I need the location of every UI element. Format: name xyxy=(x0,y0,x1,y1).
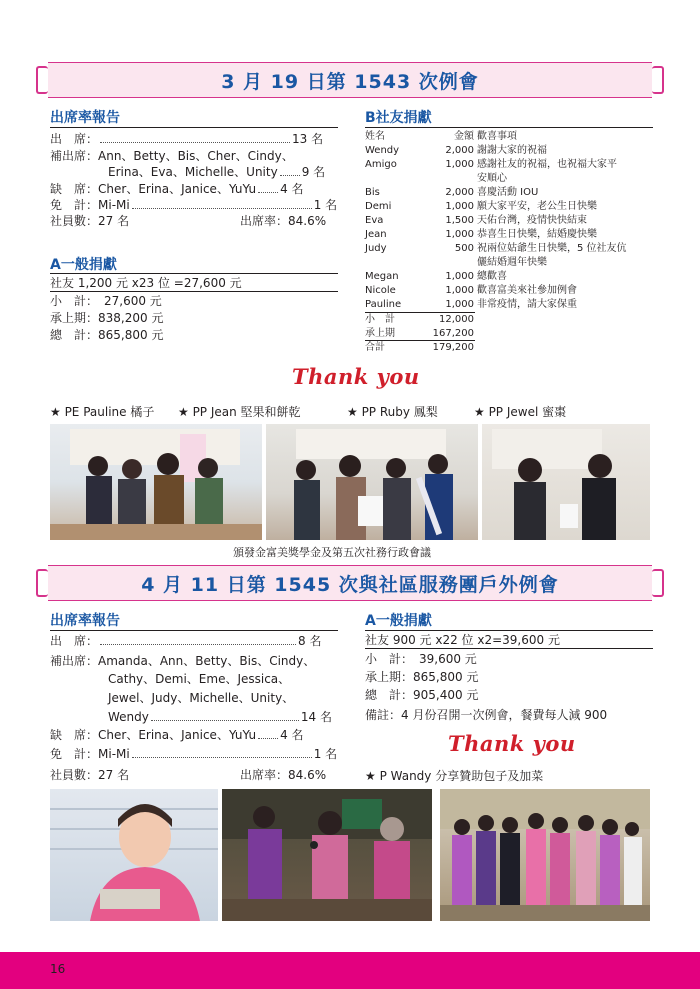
meeting2-banner xyxy=(48,565,652,601)
attendance2-makeup: 補出席：Amanda、Ann、Betty、Bis、Cindy、 xyxy=(50,654,316,668)
attendance1-makeup-cont: Erina、Eva、Michelle、Unity 9 名 xyxy=(108,165,326,179)
attendance1-rate: 出席率：84.6% xyxy=(240,214,327,228)
attendance2-makeup-cont-2: Jewel、Judy、Michelle、Unity、 xyxy=(108,691,295,705)
star-item-4: ★ PP Jewel 蜜棗 xyxy=(474,405,567,419)
general2-subtotal: 小 計： 39,600 元 xyxy=(365,652,477,666)
attendance1-absent: 缺 席：Cher、Erina、Janice、YuYu 4 名 xyxy=(50,182,304,196)
meeting2-title: 4 月 11 日第 1545 次與社區服務團戶外例會 xyxy=(141,573,559,596)
divider xyxy=(365,648,653,649)
divider xyxy=(50,291,338,292)
meeting1-title: 3 月 19 日第 1543 次例會 xyxy=(221,70,479,93)
attendance1-excused: 免 計：Mi-Mi 1 名 xyxy=(50,198,338,212)
star-item-2: ★ PP Jean 堅果和餅乾 xyxy=(178,405,301,419)
attendance1-present: 出 席： 13 名 xyxy=(50,132,324,146)
general2-total: 總 計：905,400 元 xyxy=(365,688,479,702)
general2-heading: A一般捐獻 xyxy=(365,613,432,629)
attendance1-makeup: 補出席：Ann、Betty、Bis、Cher、Cindy、 xyxy=(50,149,294,163)
general1-line: 社友 1,200 元 x23 位 =27,600 元 xyxy=(50,276,242,290)
divider xyxy=(50,273,338,274)
meeting1-banner xyxy=(48,62,652,98)
photo-group xyxy=(440,789,650,921)
attendance2-makeup-cont-3: Wendy 14 名 xyxy=(108,710,332,724)
attendance2-makeup-cont-1: Cathy、Demi、Eme、Jessica、 xyxy=(108,672,291,686)
star-item-1: ★ PE Pauline 橘子 xyxy=(50,405,155,419)
photo-caption-1: 頒發金富美獎學金及第五次社務行政會議 xyxy=(233,546,431,559)
attendance2-heading: 出席率報告 xyxy=(50,613,120,629)
attendance2-members: 社員數：27 名 xyxy=(50,768,130,782)
attendance2-rate: 出席率：84.6% xyxy=(240,768,327,782)
thank-you-1: Thank you xyxy=(292,364,420,389)
donations-heading: B社友捐獻 xyxy=(365,110,432,126)
general2-line: 社友 900 元 x22 位 x2=39,600 元 xyxy=(365,633,560,647)
photo-award-1 xyxy=(50,424,262,540)
attendance2-present: 出 席： 8 名 xyxy=(50,634,322,648)
photo-cooking xyxy=(50,789,218,921)
page-footer-bar xyxy=(0,952,700,989)
attendance1-heading: 出席率報告 xyxy=(50,110,120,126)
general2-note: 備註：4 月份召開一次例會，餐費每人減 900 xyxy=(365,708,608,722)
divider xyxy=(50,630,338,631)
photo-award-3 xyxy=(482,424,650,540)
general1-subtotal: 小 計： 27,600 元 xyxy=(50,294,162,308)
attendance2-absent: 缺 席：Cher、Erina、Janice、YuYu 4 名 xyxy=(50,728,304,742)
star-item-3: ★ PP Ruby 鳳梨 xyxy=(347,405,438,419)
photo-speech xyxy=(222,789,432,921)
star-item-5: ★ P Wandy 分享贊助包子及加菜 xyxy=(365,769,544,783)
general2-previous: 承上期：865,800 元 xyxy=(365,670,479,684)
general1-total: 總 計：865,800 元 xyxy=(50,328,164,342)
page-number: 16 xyxy=(50,962,66,976)
attendance2-excused: 免 計：Mi-Mi 1 名 xyxy=(50,747,338,761)
divider xyxy=(365,340,475,341)
general1-heading: A一般捐獻 xyxy=(50,257,117,273)
divider xyxy=(365,630,653,631)
general1-previous: 承上期：838,200 元 xyxy=(50,311,164,325)
divider xyxy=(50,127,338,128)
divider xyxy=(365,127,653,128)
photo-award-2 xyxy=(266,424,478,540)
attendance1-members: 社員數：27 名 xyxy=(50,214,130,228)
thank-you-2: Thank you xyxy=(448,731,576,756)
